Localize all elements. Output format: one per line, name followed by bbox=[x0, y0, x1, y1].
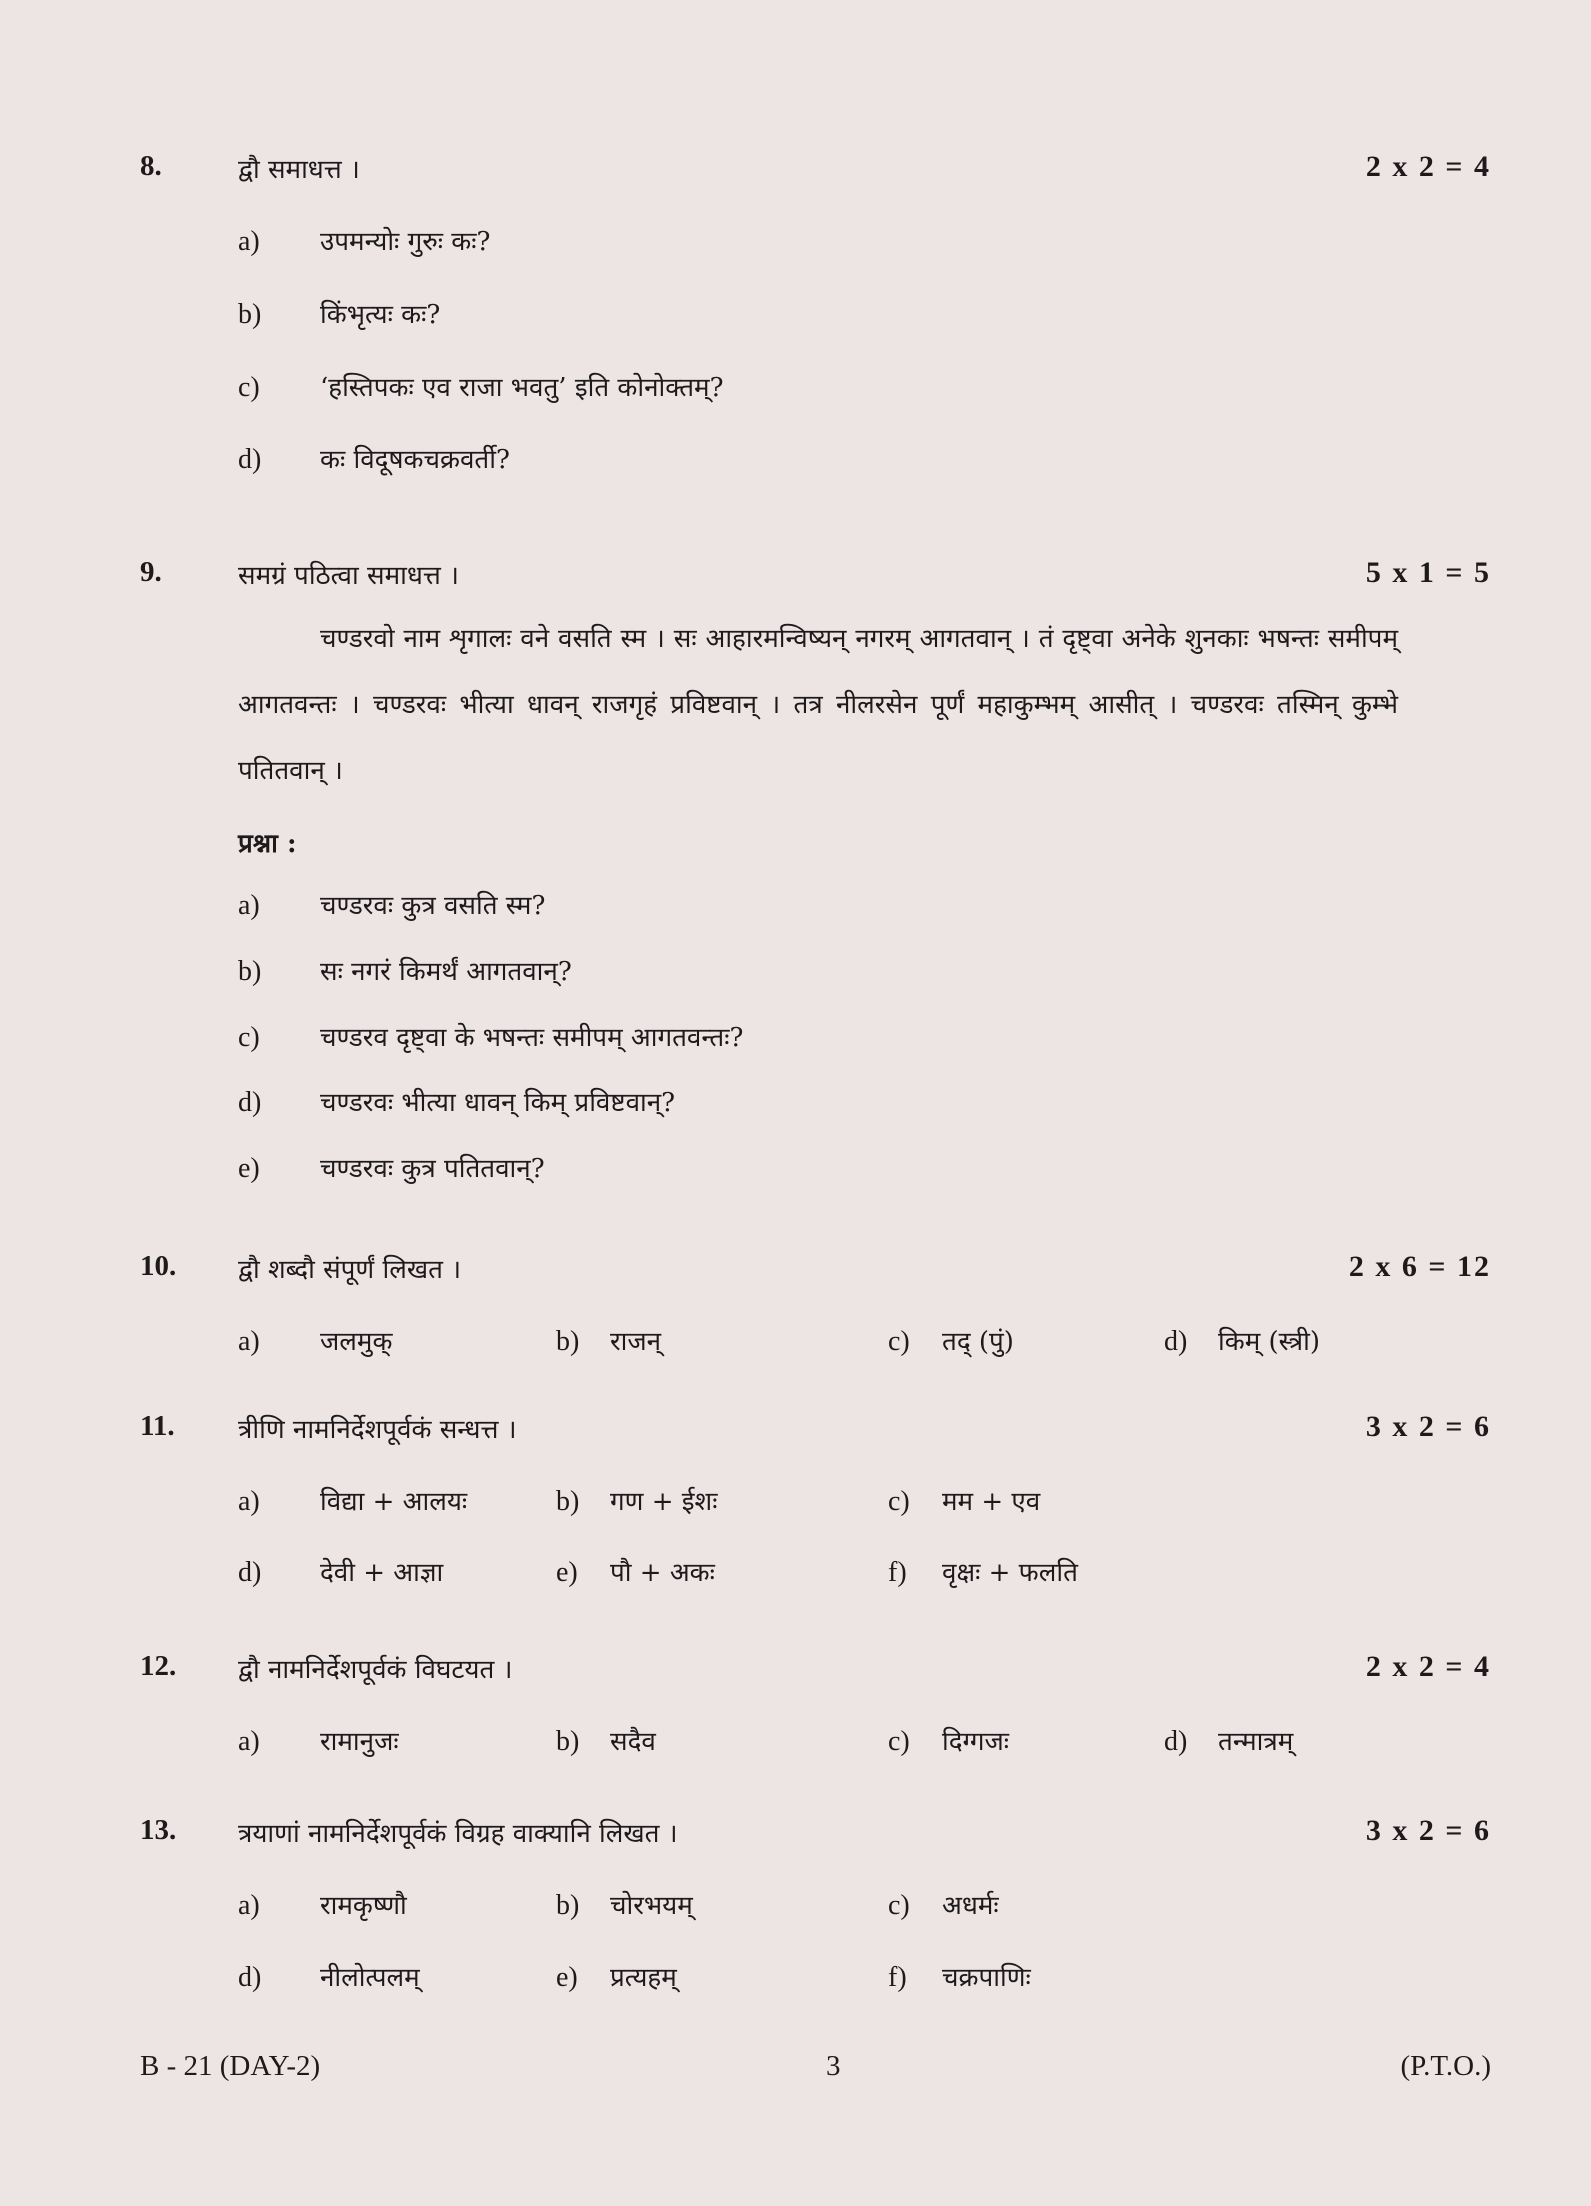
option-item bbox=[556, 1722, 656, 1758]
option-text: ‘हस्तिपकः एव राजा भवतु’ इति कोनोक्तम्? bbox=[320, 373, 724, 403]
option-text: देवी + आज्ञा bbox=[320, 1558, 444, 1588]
option-text: चक्रपाणिः bbox=[942, 1963, 1031, 1993]
option-label: b) bbox=[556, 1726, 580, 1757]
option-text: रामानुजः bbox=[320, 1727, 399, 1757]
option-text: चण्डरवः कुत्र पतितवान्? bbox=[320, 1154, 545, 1184]
option-text: दिग्गजः bbox=[942, 1727, 1010, 1757]
option-label: d) bbox=[238, 1087, 262, 1118]
option-text: तन्मात्रम् bbox=[1218, 1727, 1294, 1757]
option-label: f) bbox=[888, 1557, 907, 1588]
option-label: c) bbox=[238, 1022, 260, 1053]
option-text: सदैव bbox=[610, 1727, 656, 1757]
question-text: त्रयाणां नामनिर्देशपूर्वकं विग्रह वाक्यानि लिखत । bbox=[238, 1819, 678, 1849]
option-item bbox=[238, 1482, 467, 1518]
pto-note: (P.T.O.) bbox=[1400, 2050, 1491, 2082]
option-item bbox=[238, 1322, 392, 1358]
option-item bbox=[888, 1553, 1078, 1589]
question-number: 11. bbox=[140, 1410, 175, 1442]
option-item bbox=[888, 1886, 999, 1922]
question-marks: 2 x 6 = 12 bbox=[1348, 1250, 1491, 1283]
option-item bbox=[556, 1886, 693, 1922]
option-text: अधर्मः bbox=[942, 1891, 999, 1921]
option-item bbox=[238, 1083, 675, 1119]
option-text: कः विदूषकचक्रवर्ती? bbox=[320, 445, 510, 475]
option-item bbox=[238, 1886, 407, 1922]
question-marks: 2 x 2 = 4 bbox=[1365, 1650, 1491, 1683]
option-item bbox=[888, 1482, 1040, 1518]
option-label: e) bbox=[556, 1557, 578, 1588]
option-label: b) bbox=[238, 956, 262, 987]
option-text: गण + ईशः bbox=[610, 1487, 718, 1517]
question-marks: 2 x 2 = 4 bbox=[1365, 150, 1491, 183]
option-text: सः नगरं किमर्थं आगतवान्? bbox=[320, 957, 572, 987]
paper-code: B - 21 (DAY-2) bbox=[140, 2050, 321, 2082]
question-number: 8. bbox=[140, 150, 162, 182]
page-number: 3 bbox=[826, 2050, 841, 2082]
option-label: d) bbox=[238, 444, 262, 475]
option-label: d) bbox=[1164, 1726, 1188, 1757]
option-label: b) bbox=[556, 1890, 580, 1921]
option-label: c) bbox=[238, 372, 260, 403]
option-label: a) bbox=[238, 890, 260, 921]
option-label: d) bbox=[238, 1962, 262, 1993]
question-text: द्वौ समाधत्त । bbox=[238, 155, 360, 185]
question-text: द्वौ नामनिर्देशपूर्वकं विघटयत । bbox=[238, 1655, 513, 1685]
option-label: d) bbox=[1164, 1326, 1188, 1357]
option-label: a) bbox=[238, 1726, 260, 1757]
question-number: 13. bbox=[140, 1814, 177, 1846]
option-label: f) bbox=[888, 1962, 907, 1993]
option-label: a) bbox=[238, 226, 260, 257]
option-label: b) bbox=[556, 1326, 580, 1357]
option-text: नीलोत्पलम् bbox=[320, 1963, 420, 1993]
option-item bbox=[238, 1722, 399, 1758]
option-item bbox=[238, 1149, 545, 1185]
option-text: चोरभयम् bbox=[610, 1891, 693, 1921]
option-item bbox=[238, 1018, 743, 1054]
option-label: d) bbox=[238, 1557, 262, 1588]
option-text: किंभृत्यः कः? bbox=[320, 300, 441, 330]
option-text: वृक्षः + फलति bbox=[942, 1558, 1078, 1588]
option-item bbox=[556, 1553, 715, 1589]
option-label: c) bbox=[888, 1726, 910, 1757]
option-text: उपमन्योः गुरुः कः? bbox=[320, 227, 491, 257]
option-text: प्रत्यहम् bbox=[610, 1963, 677, 1993]
question-marks: 3 x 2 = 6 bbox=[1365, 1814, 1491, 1847]
option-item bbox=[238, 1553, 443, 1589]
passage: चण्डरवो नाम शृगालः वने वसति स्म । सः आहारमन्विष्यन् नगरम् आगतवान् । तं दृष्ट्वा अनेके शुनकाः भषन्तः समीपम् आगतवन्तः । चण्डरवः भीत्या धावन् राजगृहं प्रविष्टवान् । तत्र नीलरसेन पूर्णं महाकुम्भम् आसीत् । चण्डरवः तस्मिन् कुम्भे पतितवान् । bbox=[238, 624, 1398, 786]
option-label: c) bbox=[888, 1486, 910, 1517]
option-text: चण्डरवः भीत्या धावन् किम् प्रविष्टवान्? bbox=[320, 1088, 676, 1118]
option-item bbox=[238, 440, 510, 476]
option-item bbox=[556, 1958, 677, 1994]
question-text: त्रीणि नामनिर्देशपूर्वकं सन्धत्त । bbox=[238, 1415, 517, 1445]
question-number: 10. bbox=[140, 1250, 177, 1282]
option-text: जलमुक् bbox=[320, 1327, 393, 1357]
option-item bbox=[556, 1322, 661, 1358]
option-label: a) bbox=[238, 1326, 260, 1357]
option-item bbox=[238, 222, 490, 258]
option-text: तद् (पुं) bbox=[942, 1327, 1014, 1357]
question-text: द्वौ शब्दौ संपूर्णं लिखत । bbox=[238, 1255, 462, 1285]
option-label: e) bbox=[238, 1153, 260, 1184]
option-item bbox=[888, 1722, 1009, 1758]
questions-label: प्रश्ना : bbox=[238, 829, 297, 859]
option-item bbox=[238, 952, 572, 988]
option-text: मम + एव bbox=[942, 1487, 1041, 1517]
option-item bbox=[888, 1322, 1014, 1358]
option-item bbox=[556, 1482, 717, 1518]
option-label: c) bbox=[888, 1890, 910, 1921]
question-marks: 3 x 2 = 6 bbox=[1365, 1410, 1491, 1443]
option-label: b) bbox=[556, 1486, 580, 1517]
option-item bbox=[1164, 1722, 1293, 1758]
question-text: समग्रं पठित्वा समाधत्त । bbox=[238, 561, 459, 591]
option-item bbox=[238, 295, 440, 331]
option-label: c) bbox=[888, 1326, 910, 1357]
option-text: पौ + अकः bbox=[610, 1558, 715, 1588]
option-item bbox=[1164, 1322, 1320, 1358]
option-item bbox=[238, 368, 724, 404]
question-number: 12. bbox=[140, 1650, 177, 1682]
option-item bbox=[888, 1958, 1031, 1994]
option-text: विद्या + आलयः bbox=[320, 1487, 468, 1517]
option-text: रामकृष्णौ bbox=[320, 1891, 407, 1921]
question-number: 9. bbox=[140, 556, 162, 588]
option-item bbox=[238, 886, 545, 922]
question-marks: 5 x 1 = 5 bbox=[1365, 556, 1491, 589]
option-text: चण्डरवः कुत्र वसति स्म? bbox=[320, 891, 546, 921]
option-item bbox=[238, 1958, 420, 1994]
option-label: a) bbox=[238, 1486, 260, 1517]
option-label: e) bbox=[556, 1962, 578, 1993]
option-text: किम् (स्त्री) bbox=[1218, 1327, 1321, 1357]
option-label: a) bbox=[238, 1890, 260, 1921]
option-text: चण्डरव दृष्ट्वा के भषन्तः समीपम् आगतवन्तः? bbox=[320, 1023, 744, 1053]
option-text: राजन् bbox=[610, 1327, 662, 1357]
option-label: b) bbox=[238, 299, 262, 330]
